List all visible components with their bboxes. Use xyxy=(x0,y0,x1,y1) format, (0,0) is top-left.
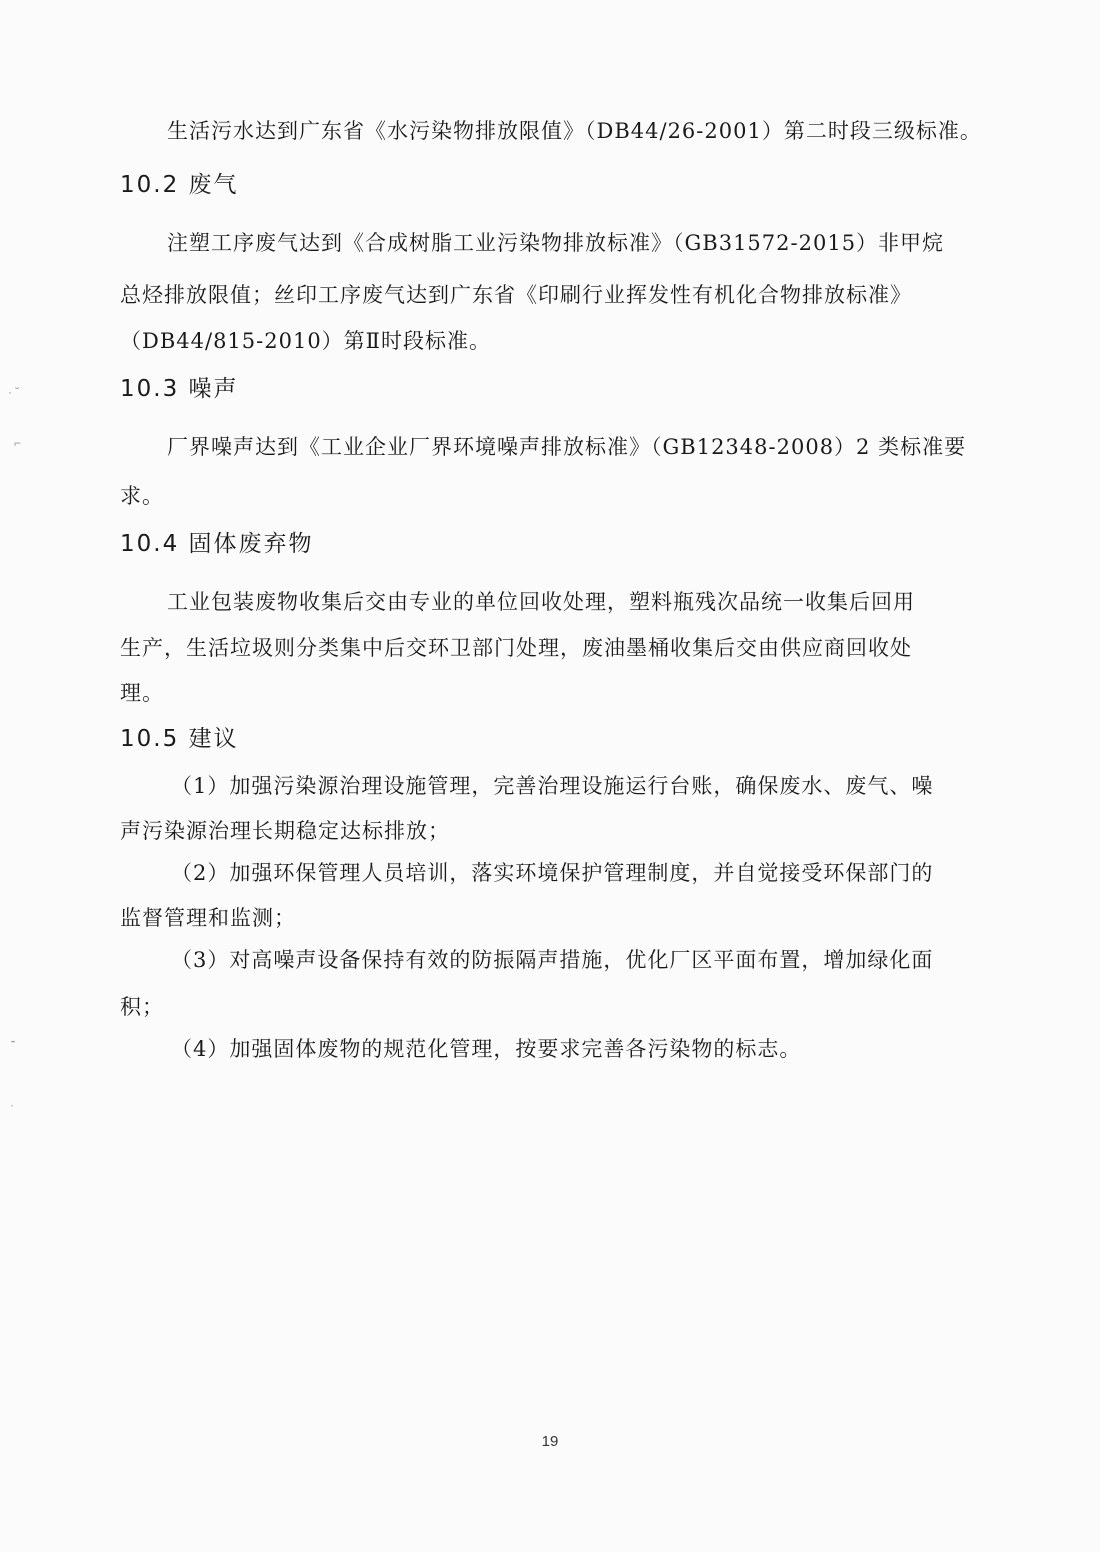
scan-artifact-mark: · xyxy=(10,1098,14,1112)
recommendation-item: （2）加强环保管理人员培训，落实环境保护管理制度，并自觉接受环保部门的 xyxy=(171,861,934,885)
recommendation-item: （4）加强固体废物的规范化管理，按要求完善各污染物的标志。 xyxy=(171,1037,802,1061)
page-number: 19 xyxy=(541,1433,559,1450)
scan-artifact-mark: · ˘ xyxy=(8,385,20,399)
paragraph-line: （DB44/815-2010）第Ⅱ时段标准。 xyxy=(120,329,491,353)
recommendation-item: （1）加强污染源治理设施管理，完善治理设施运行台账，确保废水、废气、噪 xyxy=(171,774,934,798)
paragraph-line: 注塑工序废气达到《合成树脂工业污染物排放标准》（GB31572-2015）非甲烷 xyxy=(167,231,945,255)
scan-artifact-mark: ⌐ xyxy=(14,436,22,450)
paragraph-line: 总烃排放限值；丝印工序废气达到广东省《印刷行业挥发性有机化合物排放标准》 xyxy=(120,283,912,307)
paragraph-line: 工业包装废物收集后交由专业的单位回收处理，塑料瓶残次品统一收集后回用 xyxy=(167,590,915,614)
scan-artifact-mark: ⁃ xyxy=(10,1035,16,1049)
section-heading-waste-gas: 10.2 废气 xyxy=(120,172,239,198)
section-heading-solid-waste: 10.4 固体废弃物 xyxy=(120,531,314,557)
paragraph-line: 理。 xyxy=(120,681,164,705)
section-heading-noise: 10.3 噪声 xyxy=(120,376,239,402)
paragraph-line: 求。 xyxy=(120,484,164,508)
wastewater-standard-line: 生活污水达到广东省《水污染物排放限值》（DB44/26-2001）第二时段三级标准。 xyxy=(167,119,982,143)
paragraph-line: 厂界噪声达到《工业企业厂界环境噪声排放标准》（GB12348-2008）2 类标准要 xyxy=(167,435,967,459)
recommendation-item: （3）对高噪声设备保持有效的防振隔声措施，优化厂区平面布置，增加绿化面 xyxy=(171,948,934,972)
recommendation-item: 积； xyxy=(120,995,164,1019)
section-heading-recommendations: 10.5 建议 xyxy=(120,726,239,752)
recommendation-item: 监督管理和监测； xyxy=(120,906,296,930)
recommendation-item: 声污染源治理长期稳定达标排放； xyxy=(120,819,450,843)
paragraph-line: 生产，生活垃圾则分类集中后交环卫部门处理，废油墨桶收集后交由供应商回收处 xyxy=(120,636,912,660)
